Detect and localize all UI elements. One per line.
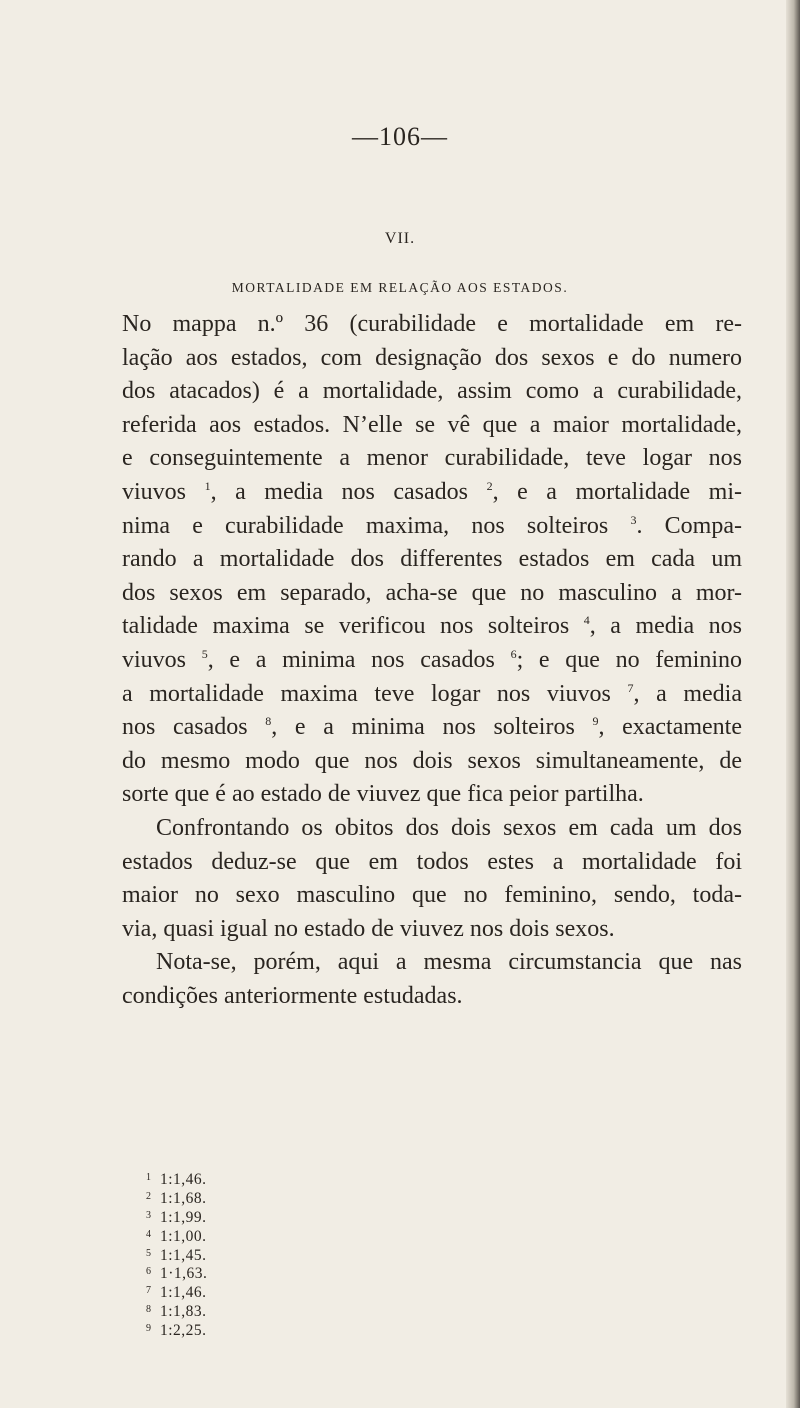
footnote-mark: 2: [486, 478, 493, 493]
footnote-ratio: 1·1,63.: [160, 1265, 208, 1283]
text-run: rando a mortalidade dos differentes estados em cada um: [122, 546, 742, 573]
text-run: , a media nos: [589, 613, 742, 640]
text-line: [122, 476, 742, 510]
text-run: sorte que é ao estado de viuvez que fica peior partilha.: [122, 781, 644, 808]
footnote-ratio: 1:1,83.: [160, 1303, 207, 1321]
footnote-ratio: 1:1,68.: [160, 1189, 207, 1207]
text-line: [122, 913, 742, 947]
text-run: , exactamente: [598, 714, 742, 741]
text-line: [122, 678, 742, 712]
footnote-number: 8: [146, 1304, 151, 1316]
text-line: [122, 442, 742, 476]
text-line: [122, 308, 742, 342]
text-line: [122, 778, 742, 812]
footnote-mark: 6: [510, 646, 517, 661]
text-line: [122, 946, 742, 980]
text-run: estados deduz-se que em todos estes a mortalidade foi: [122, 848, 742, 875]
text-run: do mesmo modo que nos dois sexos simultaneamente, de: [122, 747, 742, 774]
text-run: , e a minima nos solteiros: [271, 714, 593, 741]
text-line: [122, 711, 742, 745]
footnote: [146, 1322, 346, 1341]
footnote-number: 7: [146, 1285, 151, 1297]
text-run: , e a minima nos casados: [207, 646, 511, 673]
text-line: [122, 812, 742, 846]
footnote-number: 4: [146, 1228, 151, 1240]
footnotes: [146, 1171, 346, 1341]
text-run: ; e que no feminino: [516, 646, 743, 673]
footnote-ratio: 1:2,25.: [160, 1322, 207, 1340]
footnote: [146, 1303, 346, 1322]
text-run: lação aos estados, com designação dos sexos e do numero: [122, 344, 742, 371]
footnote: [146, 1171, 346, 1190]
text-run: maior no sexo masculino que no feminino, sendo, toda-: [122, 882, 742, 909]
footnote-mark: 7: [627, 680, 634, 695]
footnote: [146, 1209, 346, 1228]
body-text: [122, 308, 742, 1013]
footnote-mark: 3: [630, 512, 637, 527]
footnote-ratio: 1:1,45.: [160, 1246, 207, 1264]
text-run: , a media: [633, 680, 742, 707]
footnote-mark: 9: [592, 714, 599, 729]
text-run: dos atacados) é a mortalidade, assim como a curabilidade,: [122, 378, 742, 405]
footnote-ratio: 1:1,00.: [160, 1227, 207, 1245]
footnote: [146, 1284, 346, 1303]
text-run: referida aos estados. N’elle se vê que a maior mortalidade,: [122, 411, 742, 438]
page-number: —106—: [352, 122, 448, 151]
text-run: No mappa n.º 36 (curabilidade e mortalidade em re-: [122, 311, 742, 337]
footnote: [146, 1265, 346, 1284]
footnote-number: 3: [146, 1209, 151, 1221]
text-line: [122, 375, 742, 409]
page-edge: [786, 0, 800, 1408]
footnote-ratio: 1:1,46.: [160, 1284, 207, 1302]
footnote: [146, 1247, 346, 1266]
text-line: [122, 745, 742, 779]
text-run: viuvos: [122, 478, 205, 505]
text-line: [122, 879, 742, 913]
text-run: Nota-se, porém, aqui a mesma circumstancia que nas: [156, 949, 742, 976]
text-line: [122, 846, 742, 880]
text-run: nos casados: [122, 714, 266, 741]
text-line: [122, 342, 742, 376]
text-line: [122, 577, 742, 611]
footnote-mark: 5: [201, 646, 208, 661]
footnote-mark: 4: [583, 613, 590, 628]
text-run: , e a mortalidade mi-: [492, 478, 742, 505]
text-line: [122, 644, 742, 678]
footnote-number: 6: [146, 1266, 151, 1278]
footnote: [146, 1228, 346, 1247]
section-number: VII.: [384, 230, 416, 247]
text-line: [122, 610, 742, 644]
text-run: a mortalidade maxima teve logar nos viuvos: [122, 680, 628, 707]
text-run: condições anteriormente estudadas.: [122, 982, 463, 1009]
footnote-number: 9: [146, 1323, 151, 1335]
text-run: e conseguintemente a menor curabilidade, teve logar nos: [122, 445, 742, 472]
text-run: viuvos: [122, 646, 202, 673]
text-run: . Compa-: [636, 512, 742, 539]
text-line: [122, 543, 742, 577]
footnote-mark: 1: [204, 478, 211, 493]
text-line: [122, 980, 742, 1014]
text-run: , a media nos casados: [210, 478, 487, 505]
footnote-number: 2: [146, 1190, 151, 1202]
text-line: [122, 409, 742, 443]
section-title: MORTALIDADE EM RELAÇÃO AOS ESTADOS.: [231, 280, 569, 295]
text-line: [122, 510, 742, 544]
text-run: dos sexos em separado, acha-se que no masculino a mor-: [122, 579, 742, 606]
footnote-mark: 8: [265, 714, 272, 729]
footnote-number: 1: [146, 1172, 151, 1183]
text-run: via, quasi igual no estado de viuvez nos dois sexos.: [122, 915, 615, 942]
footnote-number: 5: [146, 1247, 151, 1259]
text-run: Confrontando os obitos dos dois sexos em cada um dos: [156, 814, 742, 841]
footnote-ratio: 1:1,46.: [160, 1171, 207, 1188]
text-run: talidade maxima se verificou nos solteiros: [122, 613, 584, 640]
footnote-ratio: 1:1,99.: [160, 1208, 207, 1226]
text-run: nima e curabilidade maxima, nos solteiros: [122, 512, 631, 539]
footnote: [146, 1190, 346, 1209]
